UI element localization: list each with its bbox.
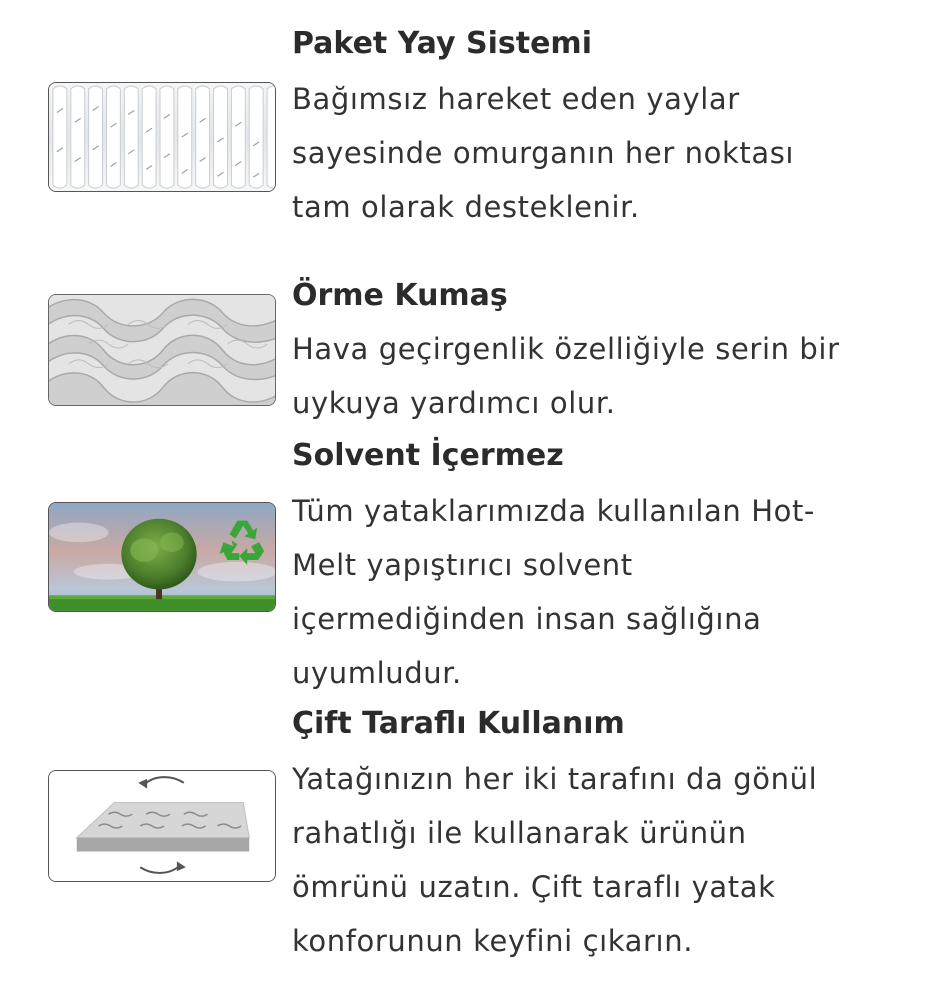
tree-recycle-icon (48, 502, 276, 612)
feature-title: Çift Taraflı Kullanım (292, 706, 625, 741)
desc-line: Melt yapıştırıcı solvent (292, 548, 633, 582)
desc-line: Hava geçirgenlik özelliğiyle serin bir (292, 332, 840, 366)
desc-line: içermediğinden insan sağlığına (292, 602, 762, 636)
knitted-fabric-icon (48, 294, 276, 406)
feature-description (292, 322, 902, 430)
pocket-spring-icon (48, 82, 276, 192)
desc-line: sayesinde omurganın her noktası (292, 136, 795, 170)
desc-line: uyumludur. (292, 656, 462, 690)
desc-line: Yatağınızın her iki tarafını da gönül (292, 762, 818, 796)
feature-description (292, 484, 902, 700)
desc-line: tam olarak desteklenir. (292, 190, 640, 224)
feature-title: Örme Kumaş (292, 278, 508, 313)
desc-line: Bağımsız hareket eden yaylar (292, 82, 740, 116)
desc-line: Tüm yataklarımızda kullanılan Hot- (292, 494, 816, 528)
desc-line: uykuya yardımcı olur. (292, 386, 616, 420)
feature-title: Solvent İçermez (292, 438, 564, 473)
desc-line: rahatlığı ile kullanarak ürünün (292, 816, 747, 850)
double-sided-mattress-icon (48, 770, 276, 882)
feature-description (292, 752, 902, 968)
desc-line: ömrünü uzatın. Çift taraflı yatak (292, 870, 776, 904)
feature-title: Paket Yay Sistemi (292, 26, 592, 61)
feature-description (292, 72, 902, 234)
desc-line: konforunun keyfini çıkarın. (292, 924, 694, 958)
